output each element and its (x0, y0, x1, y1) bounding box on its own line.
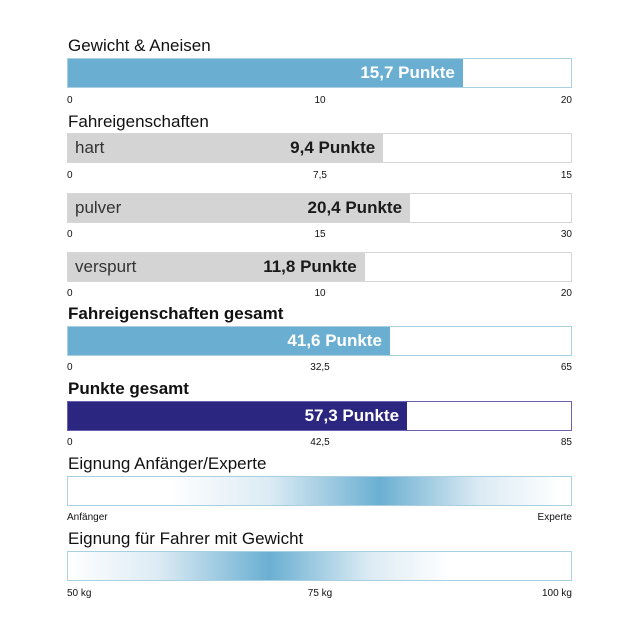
hard-snow-tick-mid: 7,5 (313, 170, 327, 181)
weight-tick-50kg: 50 kg (67, 588, 92, 599)
weight-tick-max: 20 (560, 95, 572, 106)
tracked-snow-value-label: 11,8 Punkte (263, 257, 357, 276)
total-points-section-title: Punkte gesamt (68, 379, 189, 398)
hard-snow-tick-min: 0 (67, 170, 73, 181)
riding-section-title: Fahreigenschaften (68, 112, 209, 131)
skill-suitability-gradient-bar (67, 476, 572, 506)
powder-tick-mid: 15 (314, 229, 326, 240)
tracked-snow-tick-max: 20 (560, 288, 572, 299)
skill-tick-beginner: Anfänger (67, 512, 108, 523)
tracked-snow-label: verspurt (75, 257, 137, 276)
skill-suitability-title: Eignung Anfänger/Experte (68, 454, 267, 473)
hard-snow-bar (67, 133, 572, 163)
weight-tick-mid: 10 (314, 95, 326, 106)
weight-tick-min: 0 (67, 95, 73, 106)
total-points-tick-min: 0 (67, 437, 73, 448)
weight-tick-100kg: 100 kg (541, 588, 572, 599)
riding-total-value-label: 41,6 Punkte (287, 331, 382, 350)
hard-snow-tick-max: 15 (560, 170, 572, 181)
weight-bar (67, 58, 572, 88)
total-points-bar (67, 401, 572, 431)
tracked-snow-bar (67, 252, 572, 282)
weight-section-title: Gewicht & Aneisen (68, 36, 211, 55)
powder-label: pulver (75, 198, 122, 217)
riding-total-section-title: Fahreigenschaften gesamt (68, 304, 284, 323)
total-points-tick-mid: 42,5 (310, 437, 330, 448)
weight-value-label: 15,7 Punkte (360, 63, 455, 82)
tracked-snow-tick-min: 0 (67, 288, 73, 299)
riding-total-tick-min: 0 (67, 362, 73, 373)
powder-value-label: 20,4 Punkte (307, 198, 403, 217)
riding-total-tick-max: 65 (560, 362, 572, 373)
weight-suitability-title: Eignung für Fahrer mit Gewicht (68, 529, 304, 548)
powder-bar (67, 193, 572, 223)
total-points-value-label: 57,3 Punkte (304, 406, 400, 425)
weight-tick-75kg: 75 kg (307, 588, 333, 599)
weight-suitability-gradient-bar (67, 551, 572, 581)
hard-snow-value-label: 9,4 Punkte (290, 138, 376, 157)
skill-tick-expert: Experte (537, 512, 572, 523)
hard-snow-label: hart (75, 138, 105, 157)
powder-tick-max: 30 (560, 229, 572, 240)
tracked-snow-tick-mid: 10 (314, 288, 326, 299)
riding-total-bar (67, 326, 572, 356)
total-points-tick-max: 85 (560, 437, 572, 448)
riding-total-tick-mid: 32,5 (310, 362, 330, 373)
powder-tick-min: 0 (67, 229, 73, 240)
